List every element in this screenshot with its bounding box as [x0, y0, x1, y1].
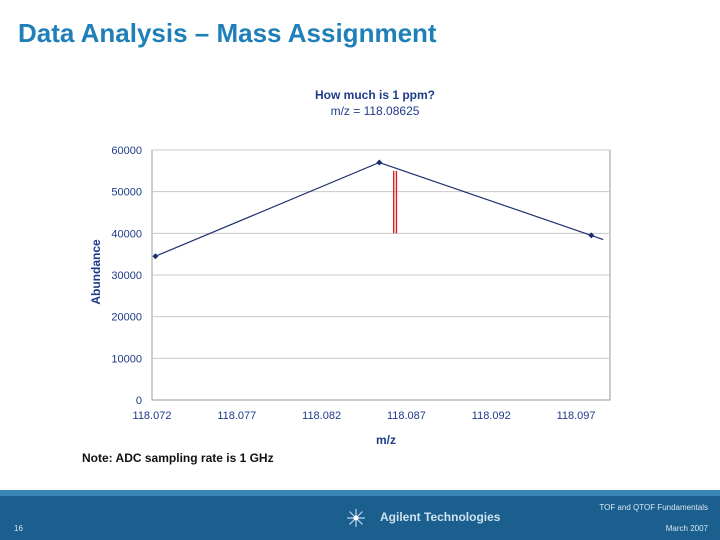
x-axis-label: m/z: [375, 433, 397, 447]
data-point: [152, 253, 158, 259]
series-line: [155, 163, 603, 257]
y-tick-label: 40000: [111, 228, 142, 241]
footer-bar: [0, 490, 720, 540]
data-point: [376, 160, 382, 166]
chart-title: How much is 1 ppm?: [314, 88, 435, 102]
slide-title: Data Analysis – Mass Assignment: [18, 18, 437, 48]
x-tick-label: 118.072: [132, 410, 172, 422]
y-tick-label: 50000: [111, 186, 142, 199]
footer-course: TOF and QTOF Fundamentals: [599, 503, 708, 512]
x-tick-label: 118.082: [302, 410, 342, 422]
y-tick-label: 10000: [111, 353, 142, 366]
y-tick-label: 30000: [111, 270, 142, 282]
y-tick-label: 60000: [111, 145, 142, 157]
footer-date: March 2007: [665, 524, 708, 533]
x-tick-label: 118.092: [471, 410, 511, 422]
x-tick-label: 118.097: [556, 410, 596, 422]
note-text: Note: ADC sampling rate is 1 GHz: [82, 451, 274, 465]
footer-page-number: 16: [14, 524, 23, 533]
agilent-spark-icon: [346, 508, 366, 528]
y-tick-label: 0: [135, 395, 142, 407]
x-tick-label: 118.077: [217, 410, 257, 422]
y-axis-label: Abundance: [89, 239, 103, 305]
footer-band: [0, 490, 720, 496]
x-tick-label: 118.087: [386, 410, 426, 422]
y-tick-label: 20000: [111, 311, 142, 324]
footer-company-name: Agilent Technologies: [380, 510, 501, 524]
chart-subtitle: m/z = 118.08625: [330, 104, 420, 118]
